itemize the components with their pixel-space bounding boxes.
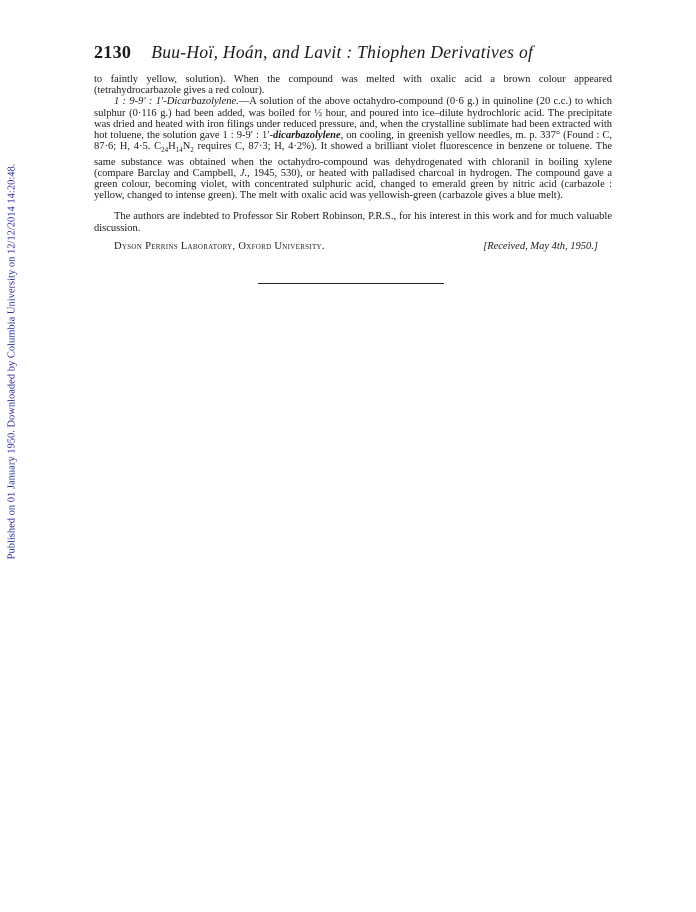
- download-notice: [0, 156, 24, 566]
- paragraph-text: , 1945, 530), or heated with palladised charcoal in hydrogen. The compound gave a green colour, becoming violet, with concentrated sulphuric acid, changed to emerald green by nitric acid (carbazole : yellow, changed to intense green). The melt with oxalic acid was yellowish-green (carbazole gives a blue melt).: [94, 167, 612, 202]
- paragraph-text: , on cooling, in greenish yellow needles, m. p. 337° (Found : C, 87·6; H, 4·5. C: [94, 130, 613, 153]
- page-header: [94, 42, 614, 66]
- article-body: [94, 74, 612, 252]
- paragraph-text: —A solution of the above octahydro-compound (0·6 g.) in quinoline (20 c.c.) to which sulphur (0·116 g.) had been added, was boiled for ½ hour, and poured into ice–dilute hydrochloric acid. The precipitate was dried and heated with iron filings under reduced pressure, and, when the crystalline sublimate had been extracted with hot toluene, the solution gave 1 : 9-9′ : 1′-: [94, 96, 612, 142]
- formula-subscript: 2: [190, 146, 194, 155]
- formula-element: H: [168, 141, 176, 153]
- end-rule: [258, 283, 444, 284]
- paragraph-text: requires C, 87·3; H, 4·2%). It showed a brilliant violet fluorescence in benzene or toluene. The same substance was obtained when the octahydro-compound was dehydrogenated with chloranil in boiling xylene (compare Barclay and Campbell,: [94, 141, 613, 179]
- signature-row: [94, 241, 612, 252]
- received-date: [Received, May 4th, 1950.]: [483, 240, 598, 252]
- acknowledgement: The authors are indebted to Professor Sir Robert Robinson, P.R.S., for his interest in this work and for much valuable discussion.: [94, 211, 612, 234]
- paragraph-dicarbazolylene: [94, 96, 612, 201]
- download-notice-text: Published on 01 January 1950. Downloaded by Columbia University on 12/12/2014 14:20:48.: [6, 163, 18, 559]
- paragraph-continuation: to faintly yellow, solution). When the compound was melted with oxalic acid a brown colour appeared (tetrahydrocarbazole gives a red colour).: [94, 74, 612, 97]
- section-heading: 1 : 9-9′ : 1′-Dicarbazolylene.: [114, 96, 239, 108]
- journal-abbrev: J.: [239, 167, 248, 179]
- page-number: 2130: [94, 42, 132, 62]
- formula-subscript: 24: [161, 146, 169, 155]
- formula-element: N: [182, 141, 191, 153]
- affiliation: Dyson Perrins Laboratory, Oxford University.: [114, 240, 325, 252]
- formula-subscript: 14: [175, 146, 183, 155]
- compound-name: dicarbazolylene: [273, 130, 341, 142]
- running-title: Buu-Hoï, Hoán, and Lavit : Thiophen Derivatives of: [151, 42, 534, 62]
